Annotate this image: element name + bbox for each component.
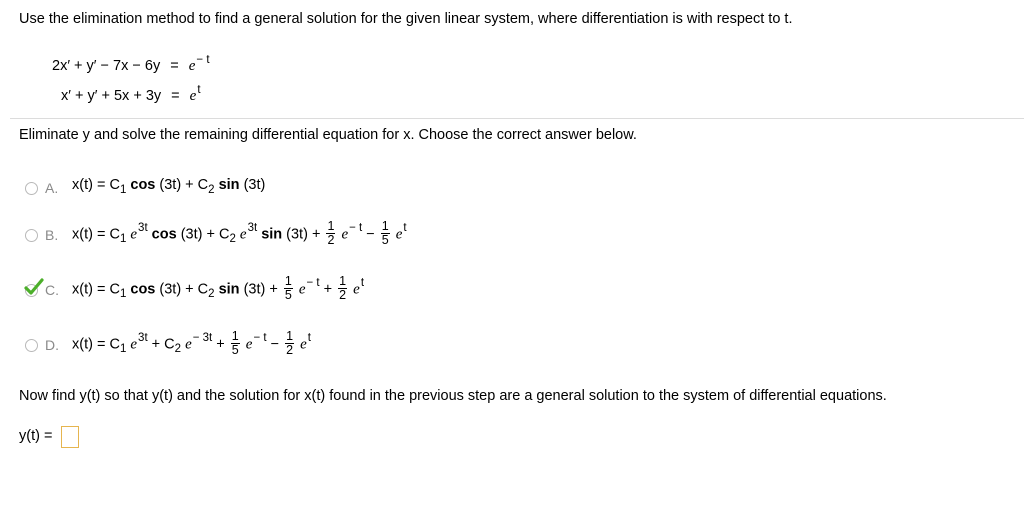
equation-2-equals: = [171, 88, 180, 104]
section-divider [10, 118, 1024, 119]
correct-check-icon [24, 278, 44, 296]
equation-1 [52, 54, 210, 75]
option-b-radio[interactable] [25, 229, 38, 242]
option-c-letter: C. [45, 282, 59, 298]
option-c[interactable] [0, 272, 700, 306]
equation-2-lhs: x′ + y′ + 5x + 3y [61, 88, 162, 104]
equation-2-exponent: t [197, 84, 201, 96]
answer-label: y(t) = [19, 428, 53, 444]
option-d[interactable] [0, 327, 700, 361]
option-b-formula: $x(t) = C_1$ $e^{3t}$ $\cos (3t) + C_2$ $e^{3t}$ sin (3t) + $\frac{1}{2}$ $e^{- t}$ − $\frac{1}{5}$ $e^t$ [72, 219, 407, 247]
equation-1-e: e [188, 58, 196, 74]
option-d-letter: D. [45, 337, 59, 353]
equation-2-e: e [189, 88, 197, 104]
part2-instruction: Now find y(t) so that y(t) and the solution for x(t) found in the previous step are a general solution to the system of differential equations. [19, 388, 887, 404]
option-a-formula: $x(t) = C_1$ $\cos (3t) + C_2$ sin (3t) [72, 177, 266, 196]
option-a-letter: A. [45, 180, 59, 196]
option-d-formula: $x(t) = C_1$ $e^{3t} + C_2$ $e^{- 3t}$ + $\frac{1}{5}$ $e^{- t}$ − $\frac{1}{2}$ $e^t$ [72, 329, 311, 357]
equation-2 [61, 84, 201, 105]
option-b[interactable] [0, 217, 700, 251]
option-c-formula: $x(t) = C_1$ $\cos (3t) + C_2$ sin (3t) + $\frac{1}{5}$ $e^{- t}$ + $\frac{1}{2}$ $e^t$ [72, 274, 365, 302]
question-prompt: Use the elimination method to find a general solution for the given linear system, where differentiation is with respect to t. [19, 11, 793, 27]
equation-1-lhs: 2x′ + y′ − 7x − 6y [52, 58, 161, 74]
option-b-letter: B. [45, 227, 59, 243]
equation-1-exponent: − t [196, 54, 210, 66]
y-answer-input[interactable] [61, 426, 79, 448]
part1-instruction: Eliminate y and solve the remaining differential equation for x. Choose the correct answer below. [19, 127, 637, 143]
option-a-radio[interactable] [25, 182, 38, 195]
option-d-radio[interactable] [25, 339, 38, 352]
option-a[interactable] [0, 172, 600, 200]
equation-1-equals: = [170, 58, 179, 74]
